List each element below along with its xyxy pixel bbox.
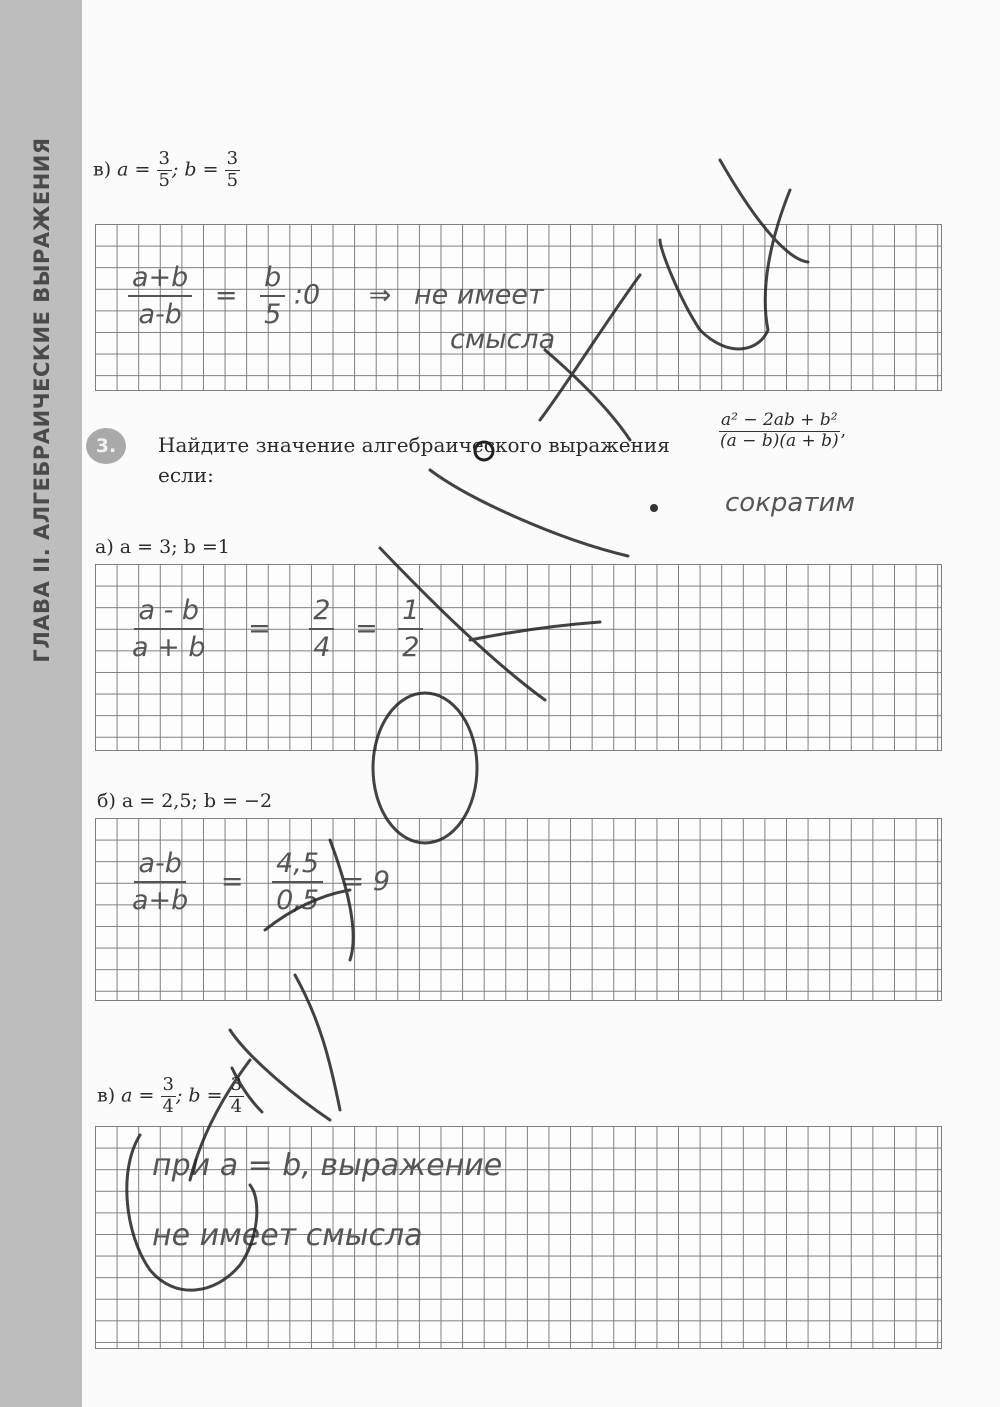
b-equals: ; b = [171, 158, 219, 181]
a-equals: a = [117, 158, 151, 181]
b-equals: ; b = [175, 1084, 223, 1107]
item-letter: в) [97, 1084, 116, 1107]
prev-c-handwritten-text: смысла [450, 324, 556, 355]
item-a-label: а) a = 3; b =1 [95, 536, 230, 558]
a-equals: a = [121, 1084, 155, 1107]
prev-item-c-label [93, 150, 240, 191]
item-c-handwritten-line2: не имеет смысла [152, 1218, 423, 1253]
task-expression: $\frac{\text{a² − 2ab + b²}}{(a - b)(a + b)}$ , [720, 410, 847, 451]
chapter-side-strip [0, 0, 82, 1407]
task-number-badge: 3. [86, 428, 126, 464]
a-fraction: $\frac{3}{4}$ [162, 1074, 174, 1117]
handwritten-note: сократим [725, 488, 855, 518]
b-fraction: $\frac{3}{5}$ [226, 148, 239, 191]
chapter-title: ГЛАВА II. АЛГЕБРАИЧЕСКИЕ ВЫРАЖЕНИЯ [30, 137, 54, 663]
item-b-label: б) a = 2,5; b = −2 [97, 790, 273, 812]
item-letter: в) [93, 158, 112, 181]
a-fraction: $\frac{3}{5}$ [158, 148, 170, 191]
prev-c-handwritten-answer: $\frac{a+b}{a-b}$ = $\frac{b}{5}$ :0 ⇒ не имеет [128, 262, 544, 330]
item-c-handwritten-line1: при a = b, выражение [152, 1148, 503, 1183]
b-fraction: $\frac{3}{4}$ [230, 1074, 243, 1117]
item-c-label [97, 1076, 244, 1117]
task-statement: Найдите значение алгебраического выражения если: [158, 433, 670, 487]
item-b-handwritten-answer: $\frac{a-b}{a+b}$ = $\frac{4,5}{0,5}$ = 9 [132, 848, 391, 916]
item-a-handwritten-answer: $\frac{a - b}{a + b}$ = $\frac{2}{4}$ = $\frac{1}{2}$ [128, 595, 423, 663]
